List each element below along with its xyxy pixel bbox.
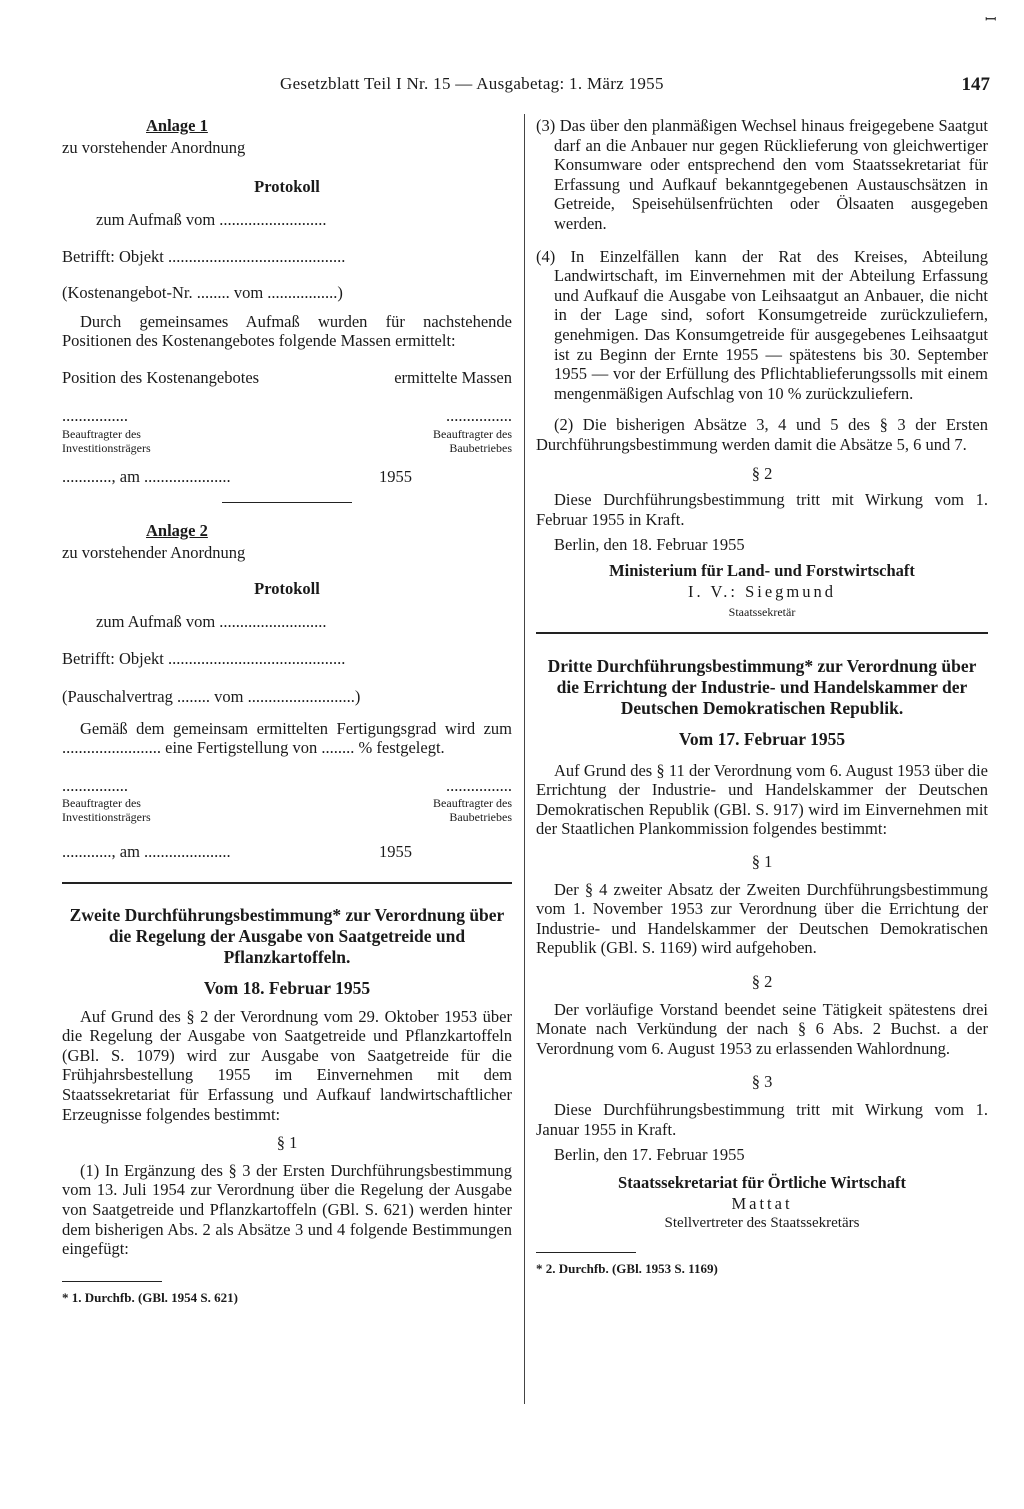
anlage1-text: Durch gemeinsames Aufmaß wurden für nachstehende Positionen des Kostenangebotes folgende Massen ermittelt: — [62, 311, 512, 351]
separator — [222, 502, 352, 504]
dritte-role: Stellvertreter des Staatssekretärs — [664, 1214, 860, 1231]
zweite-heading: Zweite Durchführungsbestimmung* zur Verordnung über die Regelung der Ausgabe von Saatgetreide und Pflanzkartoffeln. — [69, 904, 505, 967]
anlage1-col-a: Position des Kostenangebotes — [62, 367, 260, 387]
page-number: 147 — [961, 74, 990, 95]
right-footnote: * 2. Durchfb. (GBl. 1953 S. 1169) — [536, 1260, 718, 1276]
right-column — [536, 116, 988, 1278]
anlage1-protokoll: Protokoll — [254, 177, 320, 197]
anlage1-sig-b: Beauftragter des Baubetriebes — [433, 426, 512, 455]
anlage1-kosten: (Kostenangebot-Nr. ........ vom .................) — [62, 282, 343, 302]
header-title: Gesetzblatt Teil I Nr. 15 — Ausgabetag: 1. März 1955 — [280, 74, 664, 93]
anlage2-betrifft: Betrifft: Objekt ........................................... — [62, 649, 346, 669]
dritte-intro: Auf Grund des § 11 der Verordnung vom 6. August 1953 über die Errichtung der Industrie- und Handelskammer der Deutschen Demokratischen Republik (GBl. S. 917) wird im Einvernehmen mit der Staatlichen Plankommission folgendes bestimmt: — [536, 760, 988, 839]
anlage1-sig-a: Beauftragter des Investitionsträgers — [62, 426, 151, 455]
zweite-p1: (1) In Ergänzung des § 3 der Ersten Durchführungsbestimmung vom 13. Juli 1954 zur Verordnung über die Regelung der Ausgabe von Saatgetreide und Pflanzkartoffeln (GBl. S. 621) werden hinter dem bisherigen Abs. 2 als Absätze 3 und 4 folgende Bestimmungen eingefügt: — [62, 1160, 512, 1259]
anlage2-sig-a: Beauftragter des Investitionsträgers — [62, 796, 151, 825]
anlage2-date-line — [62, 842, 412, 862]
column-divider — [524, 114, 525, 1404]
corner-mark: ꟷ — [985, 13, 997, 28]
anlage1-columns — [62, 368, 512, 388]
anlage2-dots-a: ................ — [62, 775, 128, 795]
right-p2: (2) Die bisherigen Absätze 3, 4 und 5 des § 3 der Ersten Durchführungsbestimmung werden damit die Absätze 5, 6 und 7. — [536, 415, 988, 454]
anlage2-signatures — [62, 796, 512, 824]
zweite-date: Vom 18. Februar 1955 — [203, 977, 371, 998]
footnote-rule-right — [536, 1252, 636, 1253]
anlage2-date-year: 1955 — [379, 842, 412, 862]
anlage2-pauschal: (Pauschalvertrag ........ vom ..........................) — [62, 687, 361, 706]
dritte-office: Staatssekretariat für Örtliche Wirtschaft — [618, 1172, 906, 1192]
anlage1-dot-row — [62, 406, 512, 426]
right-p4: (4) In Einzelfällen kann der Rat des Kreises, Abteilung Landwirtschaft, im Einvernehmen mit der Abteilung Erfassung und Aufkauf die Ausgabe von Leihsaatgut an Anbauer, die nicht in der Lage sind, sofort Konsumgetreide zurückzuliefern, genehmigen. Das Konsumgetreide für ausgegebenes Leihsaatgut ist zu Beginn der Ernte 1955 — spätestens bis 30. September 1955 — vor der Erfüllung des Pflichtablieferungssolls mit einem mengenmäßigen Aufschlag von 10 % zurückzuliefern. — [536, 246, 988, 403]
anlage1-date-dots: ............, am ..................... — [62, 466, 231, 486]
anlage2-title: Anlage 2 — [146, 521, 208, 541]
section-rule-right — [536, 632, 988, 634]
dritte-signatory: Mattat — [731, 1194, 793, 1214]
anlage1-betrifft: Betrifft: Objekt ........................................... — [62, 247, 346, 267]
anlage1-date-year: 1955 — [379, 466, 412, 486]
anlage1-date-line — [62, 467, 412, 487]
anlage2-text: Gemäß dem gemeinsam ermittelten Fertigungsgrad wird zum ........................ eine Fertigstellung von ........ % festgelegt. — [62, 718, 512, 758]
anlage1-title: Anlage 1 — [146, 116, 208, 135]
dritte-p3: Diese Durchführungsbestimmung tritt mit Wirkung vom 1. Januar 1955 in Kraft. — [536, 1099, 988, 1139]
anlage2-aufmass: zum Aufmaß vom .......................... — [96, 611, 327, 631]
anlage2-protokoll: Protokoll — [254, 579, 320, 599]
zweite-intro: Auf Grund des § 2 der Verordnung vom 29. Oktober 1953 über die Regelung der Ausgabe von Saatgetreide und Pflanzkartoffeln (GBl. S. 1079) wird zur Ausgabe von Saatgetreide für die Frühjahrsbestellung 1955 im Einvernehmen mit dem Staatssekretariat für Erfassung und Aufkauf landwirtschaftlicher Erzeugnisse folgendes bestimmt: — [62, 1006, 512, 1124]
anlage2-dots-b: ................ — [446, 775, 512, 795]
ministry-name: Ministerium für Land- und Forstwirtschaft — [609, 560, 915, 580]
anlage2-sig-b: Beauftragter des Baubetriebes — [433, 796, 512, 825]
dritte-date: Vom 17. Februar 1955 — [678, 729, 846, 750]
anlage2-date-dots: ............, am ..................... — [62, 842, 231, 862]
anlage1-dots-b: ................ — [446, 406, 512, 426]
signatory: I. V.: Siegmund — [688, 582, 836, 602]
anlage1-subtitle: zu vorstehender Anordnung — [62, 137, 246, 157]
dritte-heading: Dritte Durchführungsbestimmung* zur Verordnung über die Errichtung der Industrie- und Handelskammer der Deutschen Demokratischen Republik. — [547, 656, 977, 719]
section-rule — [62, 882, 512, 884]
anlage1-dots-a: ................ — [62, 406, 128, 426]
anlage2-dot-row — [62, 776, 512, 796]
right-place-date: Berlin, den 18. Februar 1955 — [554, 535, 745, 555]
dritte-paragraph1: § 1 — [751, 852, 773, 872]
anlage1-signatures — [62, 427, 512, 455]
anlage1-aufmass: zum Aufmaß vom .......................... — [96, 209, 327, 229]
dritte-place-date: Berlin, den 17. Februar 1955 — [554, 1145, 745, 1165]
dritte-paragraph2: § 2 — [751, 972, 773, 991]
footnote-rule — [62, 1281, 162, 1282]
left-footnote: * 1. Durchfb. (GBl. 1954 S. 621) — [62, 1289, 238, 1305]
zweite-paragraph1: § 1 — [276, 1133, 298, 1153]
dritte-p1: Der § 4 zweiter Absatz der Zweiten Durchführungsbestimmung vom 1. November 1953 zur Verordnung über die Errichtung der Industrie- und Handelskammer der Deutschen Demokratischen Republik (GBl. S. 1169) wird aufgehoben. — [536, 879, 988, 958]
right-kraft: Diese Durchführungsbestimmung tritt mit Wirkung vom 1. Februar 1955 in Kraft. — [536, 490, 988, 529]
anlage2-subtitle: zu vorstehender Anordnung — [62, 542, 246, 562]
anlage1-col-b: ermittelte Massen — [394, 367, 512, 387]
dritte-p2: Der vorläufige Vorstand beendet seine Tätigkeit spätestens drei Monate nach Verkündung der nach § 6 Abs. 2 Buchst. a der Verordnung vom 6. August 1953 zu erlassenden Wahlordnung. — [536, 999, 988, 1058]
right-paragraph2: § 2 — [751, 463, 773, 483]
dritte-paragraph3: § 3 — [751, 1072, 773, 1092]
left-column — [62, 116, 512, 1307]
signatory-role: Staatssekretär — [728, 605, 796, 620]
right-p3: (3) Das über den planmäßigen Wechsel hinaus freigegebene Saatgut darf an die Anbauer nur gegen Rücklieferung von gleichwertiger Konsumware oder entsprechend den vom Staatssekretariat für Erfassung und Aufkauf bekanntgegebenen Austauschsätzen in Getreide, Speisehülsenfrüchten oder Ölsaaten ausgegeben werden. — [536, 116, 988, 233]
